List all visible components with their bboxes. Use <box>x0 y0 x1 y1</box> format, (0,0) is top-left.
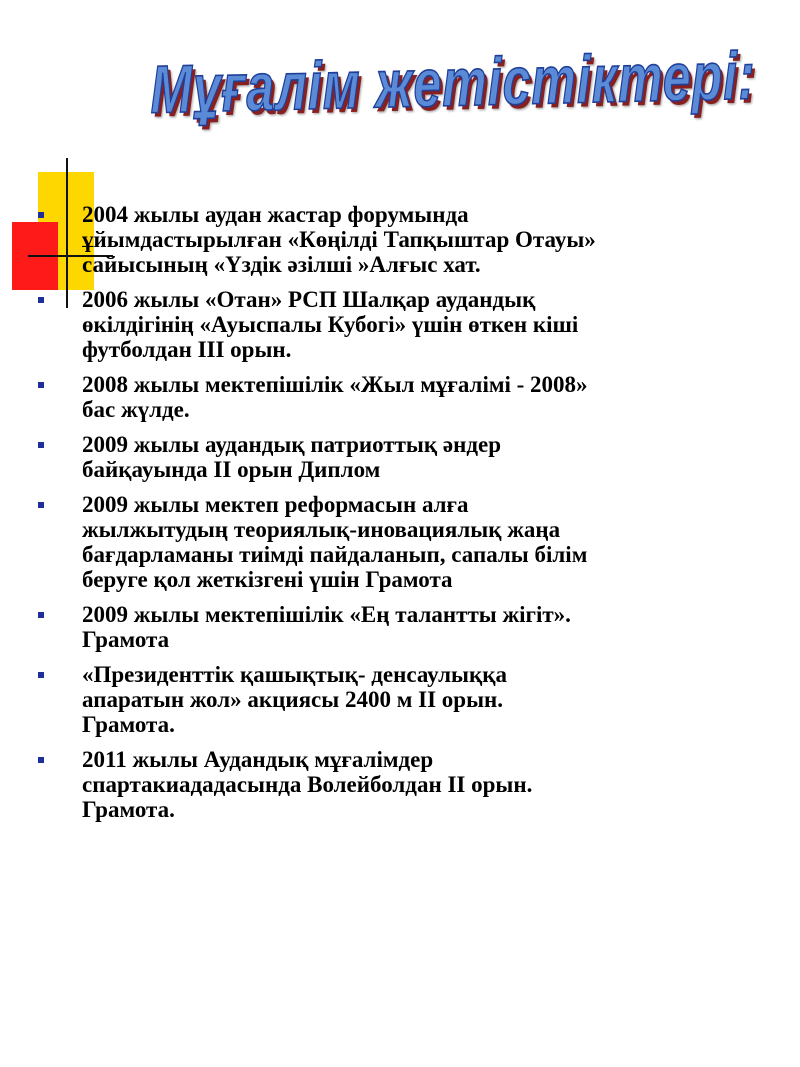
bullet-square-icon <box>38 672 44 678</box>
list-item <box>38 492 758 592</box>
list-item-text: 2011 жылы Аудандық мұғалімдер спартакиададасында Волейболдан ІІ орын. Грамота. <box>82 747 533 822</box>
list-item-text: 2009 жылы мектепішілік «Ең талантты жігіт». Грамота <box>82 602 571 652</box>
bullet-square-icon <box>38 382 44 388</box>
list-item <box>38 287 758 362</box>
list-item-text: 2006 жылы «Отан» РСП Шалқар аудандық өкілдігінің «Ауыспалы Кубогі» үшін өткен кіші футболдан ІІІ орын. <box>82 287 579 362</box>
bullet-square-icon <box>38 612 44 618</box>
list-item-text: 2004 жылы аудан жастар форумында ұйымдастырылған «Көңілді Тапқыштар Отауы» сайысының «Үздік әзілші »Алғыс хат. <box>82 202 596 277</box>
list-item <box>38 747 758 822</box>
bullet-square-icon <box>38 212 44 218</box>
bullet-square-icon <box>38 757 44 763</box>
bullet-square-icon <box>38 297 44 303</box>
bullet-square-icon <box>38 442 44 448</box>
list-item-text: 2009 жылы аудандық патриоттық әндер байқауында ІІ орын Диплом <box>82 432 501 482</box>
list-item-text: 2008 жылы мектепішілік «Жыл мұғалімі - 2008» бас жүлде. <box>82 372 588 422</box>
bullet-square-icon <box>38 502 44 508</box>
list-item <box>38 662 758 737</box>
list-item <box>38 602 758 652</box>
achievements-list <box>38 202 758 832</box>
slide-title: Мұғалім жетістіктері: <box>149 37 757 128</box>
list-item <box>38 202 758 277</box>
list-item <box>38 432 758 482</box>
list-item-text: 2009 жылы мектеп реформасын алға жылжытудың теориялық-иновациялық жаңа бағдарламаны тиімді пайдаланып, сапалы білім беруге қол жеткізгені үшін Грамота <box>82 492 588 592</box>
list-item-text: «Президенттік қашықтық- денсаулыққа апаратын жол» акциясы 2400 м ІІ орын. Грамота. <box>82 662 507 737</box>
list-item <box>38 372 758 422</box>
